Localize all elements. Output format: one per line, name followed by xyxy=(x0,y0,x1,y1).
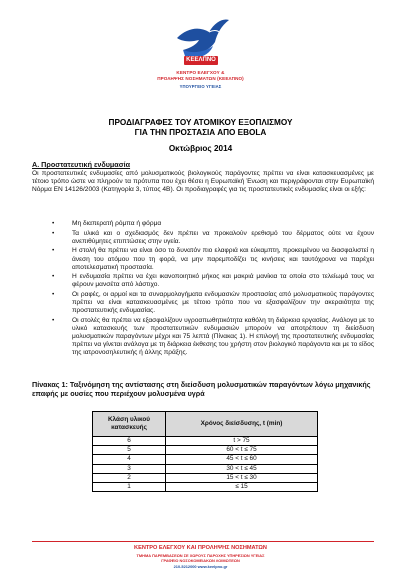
table-cell-class: 2 xyxy=(93,473,166,482)
list-item xyxy=(32,220,374,228)
table-cell-time: 30 < t ≤ 45 xyxy=(166,464,318,473)
table-cell-class: 1 xyxy=(93,483,166,492)
table-cell-time: 45 < t ≤ 60 xyxy=(166,455,318,464)
list-item xyxy=(32,291,374,315)
bullet-icon: • xyxy=(52,220,55,227)
section-intro-paragraph: Οι προστατευτικές ενδυμασίες από μολυσματικούς βιολογικούς παράγοντες πρέπει να είναι κατασκευασμένες με τέτοιο τρόπο ώστε να πληρούν τα πρότυπα που έχει θέσει η Ευρωπαϊκή Ένωση και περιγράφονται στην Ευρωπαϊκή Νόρμα ΕΝ 14126/2003 (Κατηγορία 3, τύπος 4Β). Οι προδιαγραφές για τις προστατευτικές ενδυμασίες είναι οι εξής: xyxy=(32,170,374,194)
table-row xyxy=(93,455,318,464)
table-header-class: Κλάση υλικού κατασκευής xyxy=(93,412,166,437)
specification-bullet-list xyxy=(32,220,374,359)
bullet-icon: • xyxy=(52,317,55,324)
doc-title-line2: ΓΙΑ ΤΗΝ ΠΡΟΣΤΑΣΙΑ ΑΠΟ EBOLA xyxy=(134,128,267,137)
footer-org-name: ΚΕΝΤΡΟ ΕΛΕΓΧΟΥ ΚΑΙ ΠΡΟΛΗΨΗΣ ΝΟΣΗΜΑΤΩΝ xyxy=(134,545,267,551)
doc-date: Οκτώβριος 2014 xyxy=(168,144,233,153)
footer-divider xyxy=(32,541,374,542)
bullet-text: Μη διαπερατή ρόμπα ή φόρμα xyxy=(72,220,162,227)
logo-brand-label: ΚΕΕΛΠΝΟ xyxy=(184,56,218,65)
table-caption: Πίνακας 1: Ταξινόμηση της αντίστασης στη διείσδυση μολυσματικών παραγόντων λόγω μηχανικής επαφής με ουσίες που περιέχουν μολυσμένα υγρά xyxy=(32,380,371,399)
list-item xyxy=(32,317,374,357)
table-row xyxy=(93,473,318,482)
footer-department: ΤΜΗΜΑ ΠΑΡΕΜΒΑΣΕΩΝ ΣΕ ΧΩΡΟΥΣ ΠΑΡΟΧΗΣ ΥΠΗΡΕΣΙΩΝ ΥΓΕΙΑΣ xyxy=(136,553,265,558)
table-cell-class: 4 xyxy=(93,455,166,464)
list-item xyxy=(32,247,374,271)
table-cell-time: 60 < t ≤ 75 xyxy=(166,446,318,455)
org-name-line2: ΠΡΟΛΗΨΗΣ ΝΟΣΗΜΑΤΩΝ (ΚΕΕΛΠΝΟ) xyxy=(157,76,244,81)
ministry-name: ΥΠΟΥΡΓΕΙΟ ΥΓΕΙΑΣ xyxy=(179,84,222,89)
doc-title-line1: ΠΡΟΔΙΑΓΡΑΦΕΣ ΤΟΥ ΑΤΟΜΙΚΟΥ ΕΞΟΠΛΙΣΜΟΥ xyxy=(108,118,293,127)
table-row xyxy=(93,437,318,446)
section-heading: Α. Προστατευτική ενδυμασία xyxy=(32,160,131,169)
table-cell-class: 3 xyxy=(93,464,166,473)
list-item xyxy=(32,230,374,246)
bullet-text: Οι ραφές, οι αρμοί και τα συναρμολογήματα ενδυμασιών προστασίας από μολυσματικούς παράγοντες πρέπει να είναι κατασκευασμένες με τέτοιο τρόπο που να εξασφαλίζουν την ακεραιότητα της προστατευτικής ενδυμασίας. xyxy=(72,291,374,315)
bullet-icon: • xyxy=(52,229,55,237)
footer-office: ΓΡΑΦΕΙΟ ΝΟΣΟΚΟΜΕΙΑΚΩΝ ΛΟΙΜΩΞΕΩΝ xyxy=(161,558,240,563)
table-row xyxy=(93,483,318,492)
table-header-row xyxy=(93,412,318,437)
table-cell-class: 5 xyxy=(93,446,166,455)
bullet-text: Η στολή θα πρέπει να είναι όσο το δυνατόν πιο ελαφριά και εύκαμπτη, προκειμένου να διασφαλιστεί η άνεση του ατόμου που τη φορά, να μην παρεμποδίζει τις κινήσεις και ταυτόχρονα να παρέχει αποτελεσματική προστασία. xyxy=(72,247,374,271)
bullet-icon: • xyxy=(52,273,55,281)
table-cell-class: 6 xyxy=(93,437,166,446)
org-name-line1: ΚΕΝΤΡΟ ΕΛΕΓΧΟΥ & xyxy=(176,70,225,75)
bullet-icon: • xyxy=(52,291,55,299)
table-header-time: Χρόνος διείσδυσης, t (min) xyxy=(166,412,318,437)
penetration-class-table xyxy=(92,411,318,492)
table-cell-time: 15 < t ≤ 30 xyxy=(166,473,318,482)
table-row xyxy=(93,464,318,473)
bullet-text: Οι στολές θα πρέπει να εξασφαλίζουν υγροαπωθητικότητα καθόλη τη διάρκεια εργασίας. Ανάλογα με το υλικό κατασκευής των προστατευτικών ενδυμασιών μπορούν να αποτρέπουν τη διείσδυση μολυσματικών παραγόντων μέχρι και 75 λεπτά (Πίνακας 1). Η επιλογή της προστατευτικής ενδυμασίας πρέπει να γίνεται ανάλογα με τη διάρκεια έκθεσης του χρήστη στον βιολογικό παράγοντα και με το είδος της ιατρονοσηλευτικής ή άλλης πράξης. xyxy=(72,317,374,357)
bullet-text: Τα υλικά και ο σχεδιασμός δεν πρέπει να προκαλούν ερεθισμό του δέρματος ούτε να έχουν ανεπιθύμητες επιπτώσεις στην υγεία. xyxy=(72,229,374,245)
bullet-text: Η ενδυμασία πρέπει να έχει ικανοποιητικό μήκος και μακριά μανίκια τα οποία στο τελείωμά τους να φέρουν μανσέτα από λάστιχο. xyxy=(72,273,374,289)
table-cell-time: ≤ 15 xyxy=(166,483,318,492)
bullet-icon: • xyxy=(52,247,55,255)
table-row xyxy=(93,446,318,455)
table-cell-time: t > 75 xyxy=(166,437,318,446)
footer-contact: 210-5212000 www.keelpno.gr xyxy=(173,564,228,569)
list-item xyxy=(32,273,374,289)
